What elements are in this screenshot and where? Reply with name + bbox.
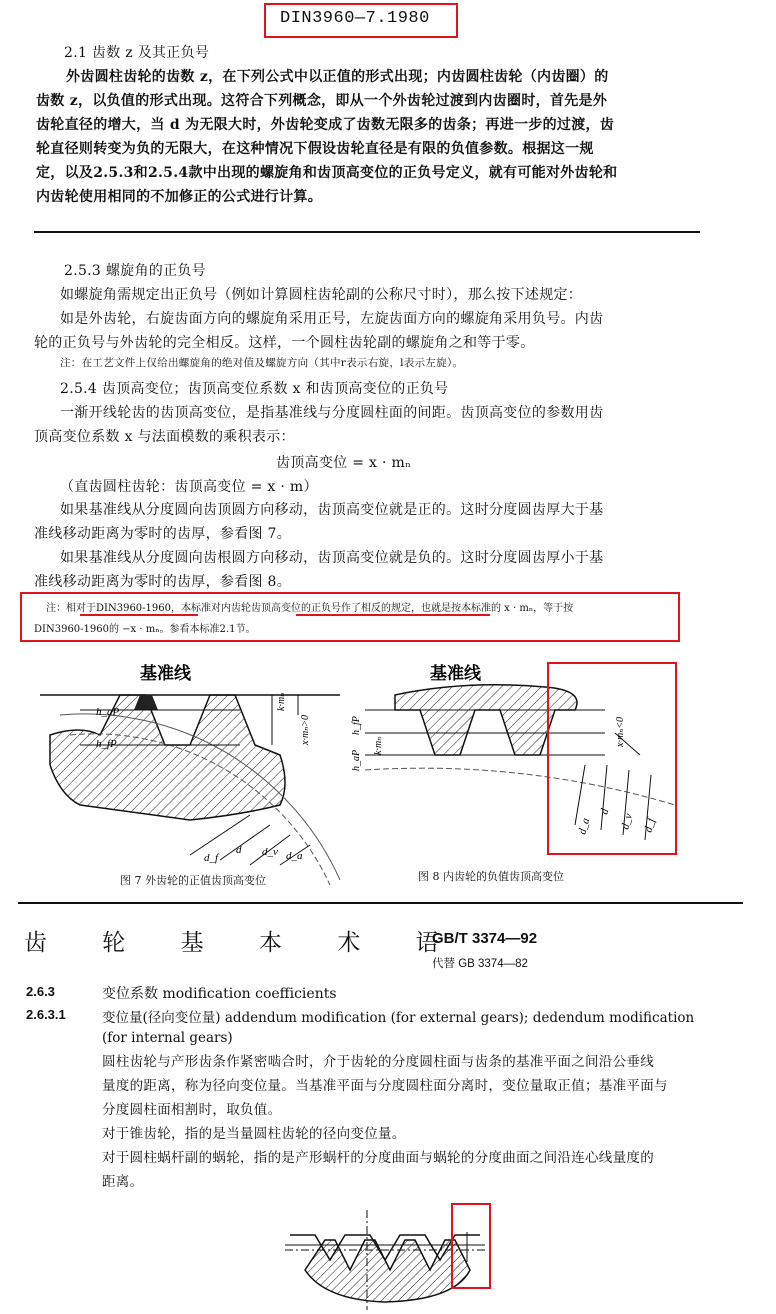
gb-code: GB/T 3374—92 xyxy=(432,930,538,947)
section-2-1-line-1: 外齿圆柱齿轮的齿数 z，在下列公式中以正值的形式出现；内齿圆柱齿轮（内齿圈）的 xyxy=(66,69,609,85)
section-2-5-3-note: 注：在工艺文件上仅给出螺旋角的绝对值及螺旋方向（其中r表示右旋，l表示左旋）。 xyxy=(60,357,464,369)
section-2-5-3-line-2: 如是外齿轮，右旋齿面方向的螺旋角采用正号，左旋齿面方向的螺旋角采用负号。内齿 xyxy=(60,311,604,327)
section-2-6-3-number: 2.6.3 xyxy=(26,984,55,999)
section-2-6-3-1-number: 2.6.3.1 xyxy=(26,1007,66,1022)
section-2-5-4-line-3: 如果基准线从分度圆向齿顶圆方向移动，齿顶高变位就是正的。这时分度圆齿厚大于基 xyxy=(60,502,604,518)
figure-8-label-xm: x·mₙ<0 xyxy=(615,717,626,747)
figure-8-highlight-box xyxy=(547,662,677,855)
section-2-5-4-line-5: 如果基准线从分度圆向齿根圆方向移动，齿顶高变位就是负的。这时分度圆齿厚小于基 xyxy=(60,550,604,566)
figure-8-label-hfp: h_fP xyxy=(351,716,362,735)
section-2-1-line-5: 定，以及2.5.3和2.5.4款中出现的螺旋角和齿顶高变位的正负号定义，就有可能对外齿轮和 xyxy=(36,165,618,181)
section-2-5-4-line-6: 准线移动距离为零时的齿厚，参看图 8。 xyxy=(34,574,292,590)
gb-body-line-4: 对于锥齿轮，指的是当量圆柱齿轮的径向变位量。 xyxy=(102,1126,406,1142)
gb-body-line-5: 对于圆柱蜗杆副的蜗轮，指的是产形蜗杆的分度曲面与蜗轮的分度曲面之间沿连心线量度的 xyxy=(102,1150,654,1166)
figure-7-label-xm: x·mₙ>0 xyxy=(300,715,311,745)
figure-7-label-dv: d_v xyxy=(262,846,278,858)
gb-body-line-6: 距离。 xyxy=(102,1174,144,1190)
section-2-1-line-4: 轮直径则转变为负的无限大，在这种情况下假设齿轮直径是有限的负值参数。根据这一规 xyxy=(36,141,594,157)
section-2-5-3-title: 2.5.3 螺旋角的正负号 xyxy=(64,263,206,279)
figure-7 xyxy=(40,655,360,890)
gb-title: 齿 轮 基 本 术 语 xyxy=(24,930,463,956)
figure-7-label-df: d_f xyxy=(204,852,219,864)
figure-8-label-d: d xyxy=(598,807,612,816)
figure-8-label-km: k·mₙ xyxy=(373,736,384,755)
document-code: DIN3960—7.1980 xyxy=(280,9,430,28)
note-underline-2 xyxy=(296,614,490,616)
section-2-5-4-paren: （直齿圆柱齿轮：齿顶高变位 = x · m） xyxy=(60,479,318,495)
figure-8-label-df: d_f xyxy=(642,817,658,834)
gb-replaces: 代替 GB 3374—82 xyxy=(432,958,528,970)
section-2-5-3-line-3: 轮的正负号与外齿轮的完全相反。这样，一个圆柱齿轮副的螺旋角之和等于零。 xyxy=(34,335,535,351)
divider-middle xyxy=(18,902,743,904)
figure-7-label-hfp: h_fP xyxy=(96,738,117,750)
section-2-5-3-line-1: 如螺旋角需规定出正负号（例如计算圆柱齿轮副的公称尺寸时），那么按下述规定： xyxy=(60,287,583,303)
figure-7-label-da: d_a xyxy=(286,850,303,862)
section-2-1-line-3: 齿轮直径的增大，当 d 为无限大时，外齿轮变成了齿数无限多的齿条；再进一步的过渡，齿 xyxy=(36,117,615,133)
figure-8-label-hap: h_aP xyxy=(351,749,362,771)
gb-body-line-1: 圆柱齿轮与产形齿条作紧密啮合时，介于齿轮的分度圆柱面与齿条的基准平面之间沿公垂线 xyxy=(102,1054,654,1070)
figure-7-label-d: d xyxy=(236,844,242,856)
section-2-5-4-line-2: 顶高变位系数 x 与法面模数的乘积表示： xyxy=(34,429,295,445)
figure-7-caption: 图 7 外齿轮的正值齿顶高变位 xyxy=(120,874,266,887)
figure-7-drawing xyxy=(40,655,360,890)
note-underline-1 xyxy=(80,614,198,616)
section-2-1-line-6: 内齿轮使用相同的不加修正的公式进行计算。 xyxy=(36,189,322,205)
figure-7-ref-line-label: 基准线 xyxy=(140,664,191,683)
figure-7-label-km: k·mₙ xyxy=(276,692,287,711)
section-2-6-3-1-head-1: 变位量(径向变位量) addendum modification (for external gears); dedendum modification xyxy=(102,1010,695,1026)
note-line-1: 注：相对于DIN3960-1960，本标准对内齿轮齿顶高变位的正负号作了相反的规定，也就是按本标准的 x · mₙ，等于按 xyxy=(46,603,574,614)
section-2-6-3-1-head-2: (for internal gears) xyxy=(102,1030,233,1046)
figure-8-label-dv: d_v xyxy=(619,812,636,831)
gb-body-line-2: 量度的距离，称为径向变位量。当基准平面与分度圆柱面分离时，变位量取正值；基准平面与 xyxy=(102,1078,668,1094)
divider-top xyxy=(34,231,700,233)
section-2-1-line-2: 齿数 z，以负值的形式出现。这符合下列概念，即从一个外齿轮过渡到内齿圈时，首先是外 xyxy=(36,93,608,109)
figure-8-ref-line-label: 基准线 xyxy=(430,664,481,683)
section-2-5-4-line-4: 准线移动距离为零时的齿厚，参看图 7。 xyxy=(34,526,292,542)
section-2-5-4-line-1: 一渐开线轮齿的齿顶高变位，是指基准线与分度圆柱面的间距。齿顶高变位的参数用齿 xyxy=(60,405,604,421)
figure-8-caption: 图 8 内齿轮的负值齿顶高变位 xyxy=(418,870,564,883)
figure-8-label-da: d_a xyxy=(576,816,593,836)
section-2-6-3-text: 变位系数 modification coefficients xyxy=(102,986,337,1002)
gb-body-line-3: 分度圆柱面相割时，取负值。 xyxy=(102,1102,282,1118)
section-2-5-4-formula: 齿顶高变位 = x · mₙ xyxy=(276,455,412,471)
note-line-2: DIN3960-1960的 −x · mₙ。参看本标准2.1节。 xyxy=(34,624,256,635)
section-2-1-title: 2.1 齿数 z 及其正负号 xyxy=(64,45,210,61)
rack-highlight-box xyxy=(451,1203,491,1289)
figure-7-label-hap: h_aP xyxy=(96,706,120,718)
section-2-5-4-title: 2.5.4 齿顶高变位；齿顶高变位系数 x 和齿顶高变位的正负号 xyxy=(60,381,449,397)
